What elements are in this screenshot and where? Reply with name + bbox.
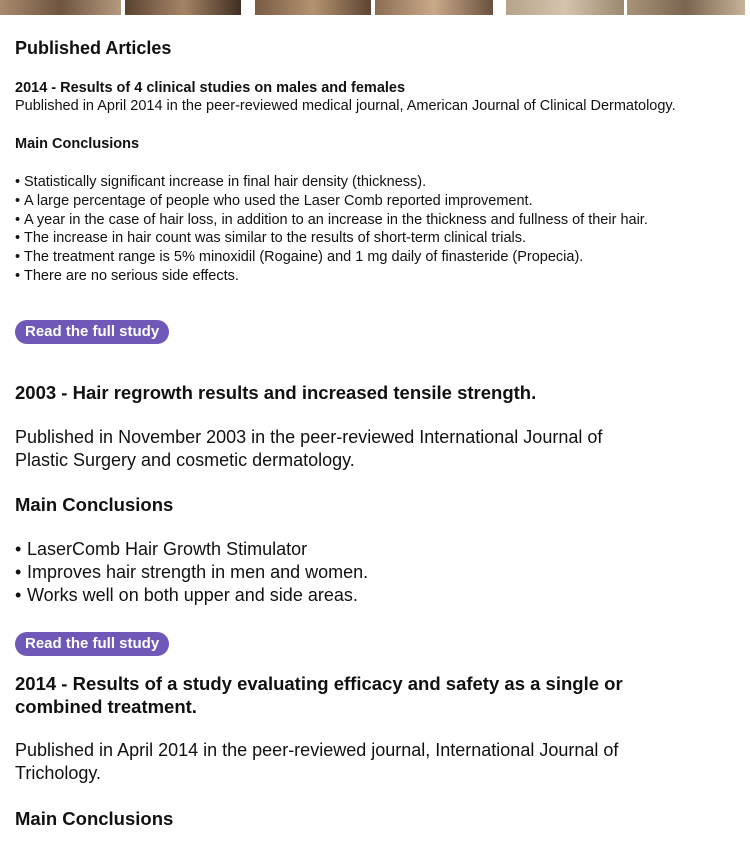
before-after-photo — [627, 0, 745, 15]
article-title: 2014 - Results of a study evaluating efficacy and safety as a single or combined treatment. — [15, 673, 623, 717]
read-full-study-button[interactable]: Read the full study — [15, 320, 169, 344]
list-item: • Improves hair strength in men and women. — [15, 561, 368, 584]
list-item: • Works well on both upper and side areas. — [15, 584, 368, 607]
before-after-photo-strip — [0, 0, 750, 15]
list-item: • A year in the case of hair loss, in addition to an increase in the thickness and fullness of their hair. — [15, 211, 648, 230]
article-published-info: Published in April 2014 in the peer-reviewed journal, International Journal of Trichology. — [15, 740, 619, 783]
before-after-photo — [125, 0, 241, 15]
read-full-study-button[interactable]: Read the full study — [15, 632, 169, 656]
list-item: • A large percentage of people who used the Laser Comb reported improvement. — [15, 192, 648, 211]
before-after-photo — [506, 0, 624, 15]
list-item: • LaserComb Hair Growth Stimulator — [15, 538, 368, 561]
before-after-photo — [255, 0, 371, 15]
article-published-info: Published in November 2003 in the peer-reviewed International Journal of Plastic Surgery and cosmetic dermatology. — [15, 427, 603, 470]
article-title: 2003 - Hair regrowth results and increased tensile strength. — [15, 382, 537, 403]
before-after-photo — [375, 0, 493, 15]
section-title: Published Articles — [15, 38, 172, 58]
list-item: • The increase in hair count was similar to the results of short-term clinical trials. — [15, 229, 648, 248]
list-item: • There are no serious side effects. — [15, 267, 648, 286]
main-conclusions-heading: Main Conclusions — [15, 808, 174, 829]
main-conclusions-heading: Main Conclusions — [15, 136, 140, 152]
list-item: • The treatment range is 5% minoxidil (Rogaine) and 1 mg daily of finasteride (Propecia). — [15, 248, 648, 267]
main-conclusions-heading: Main Conclusions — [15, 494, 174, 515]
article-title: 2014 - Results of 4 clinical studies on males and females — [15, 80, 406, 96]
conclusions-list — [15, 538, 368, 607]
article-published-info: Published in April 2014 in the peer-reviewed medical journal, American Journal of Clinical Dermatology. — [15, 98, 676, 114]
list-item: • Statistically significant increase in final hair density (thickness). — [15, 173, 648, 192]
before-after-photo — [0, 0, 121, 15]
conclusions-list — [15, 173, 648, 286]
